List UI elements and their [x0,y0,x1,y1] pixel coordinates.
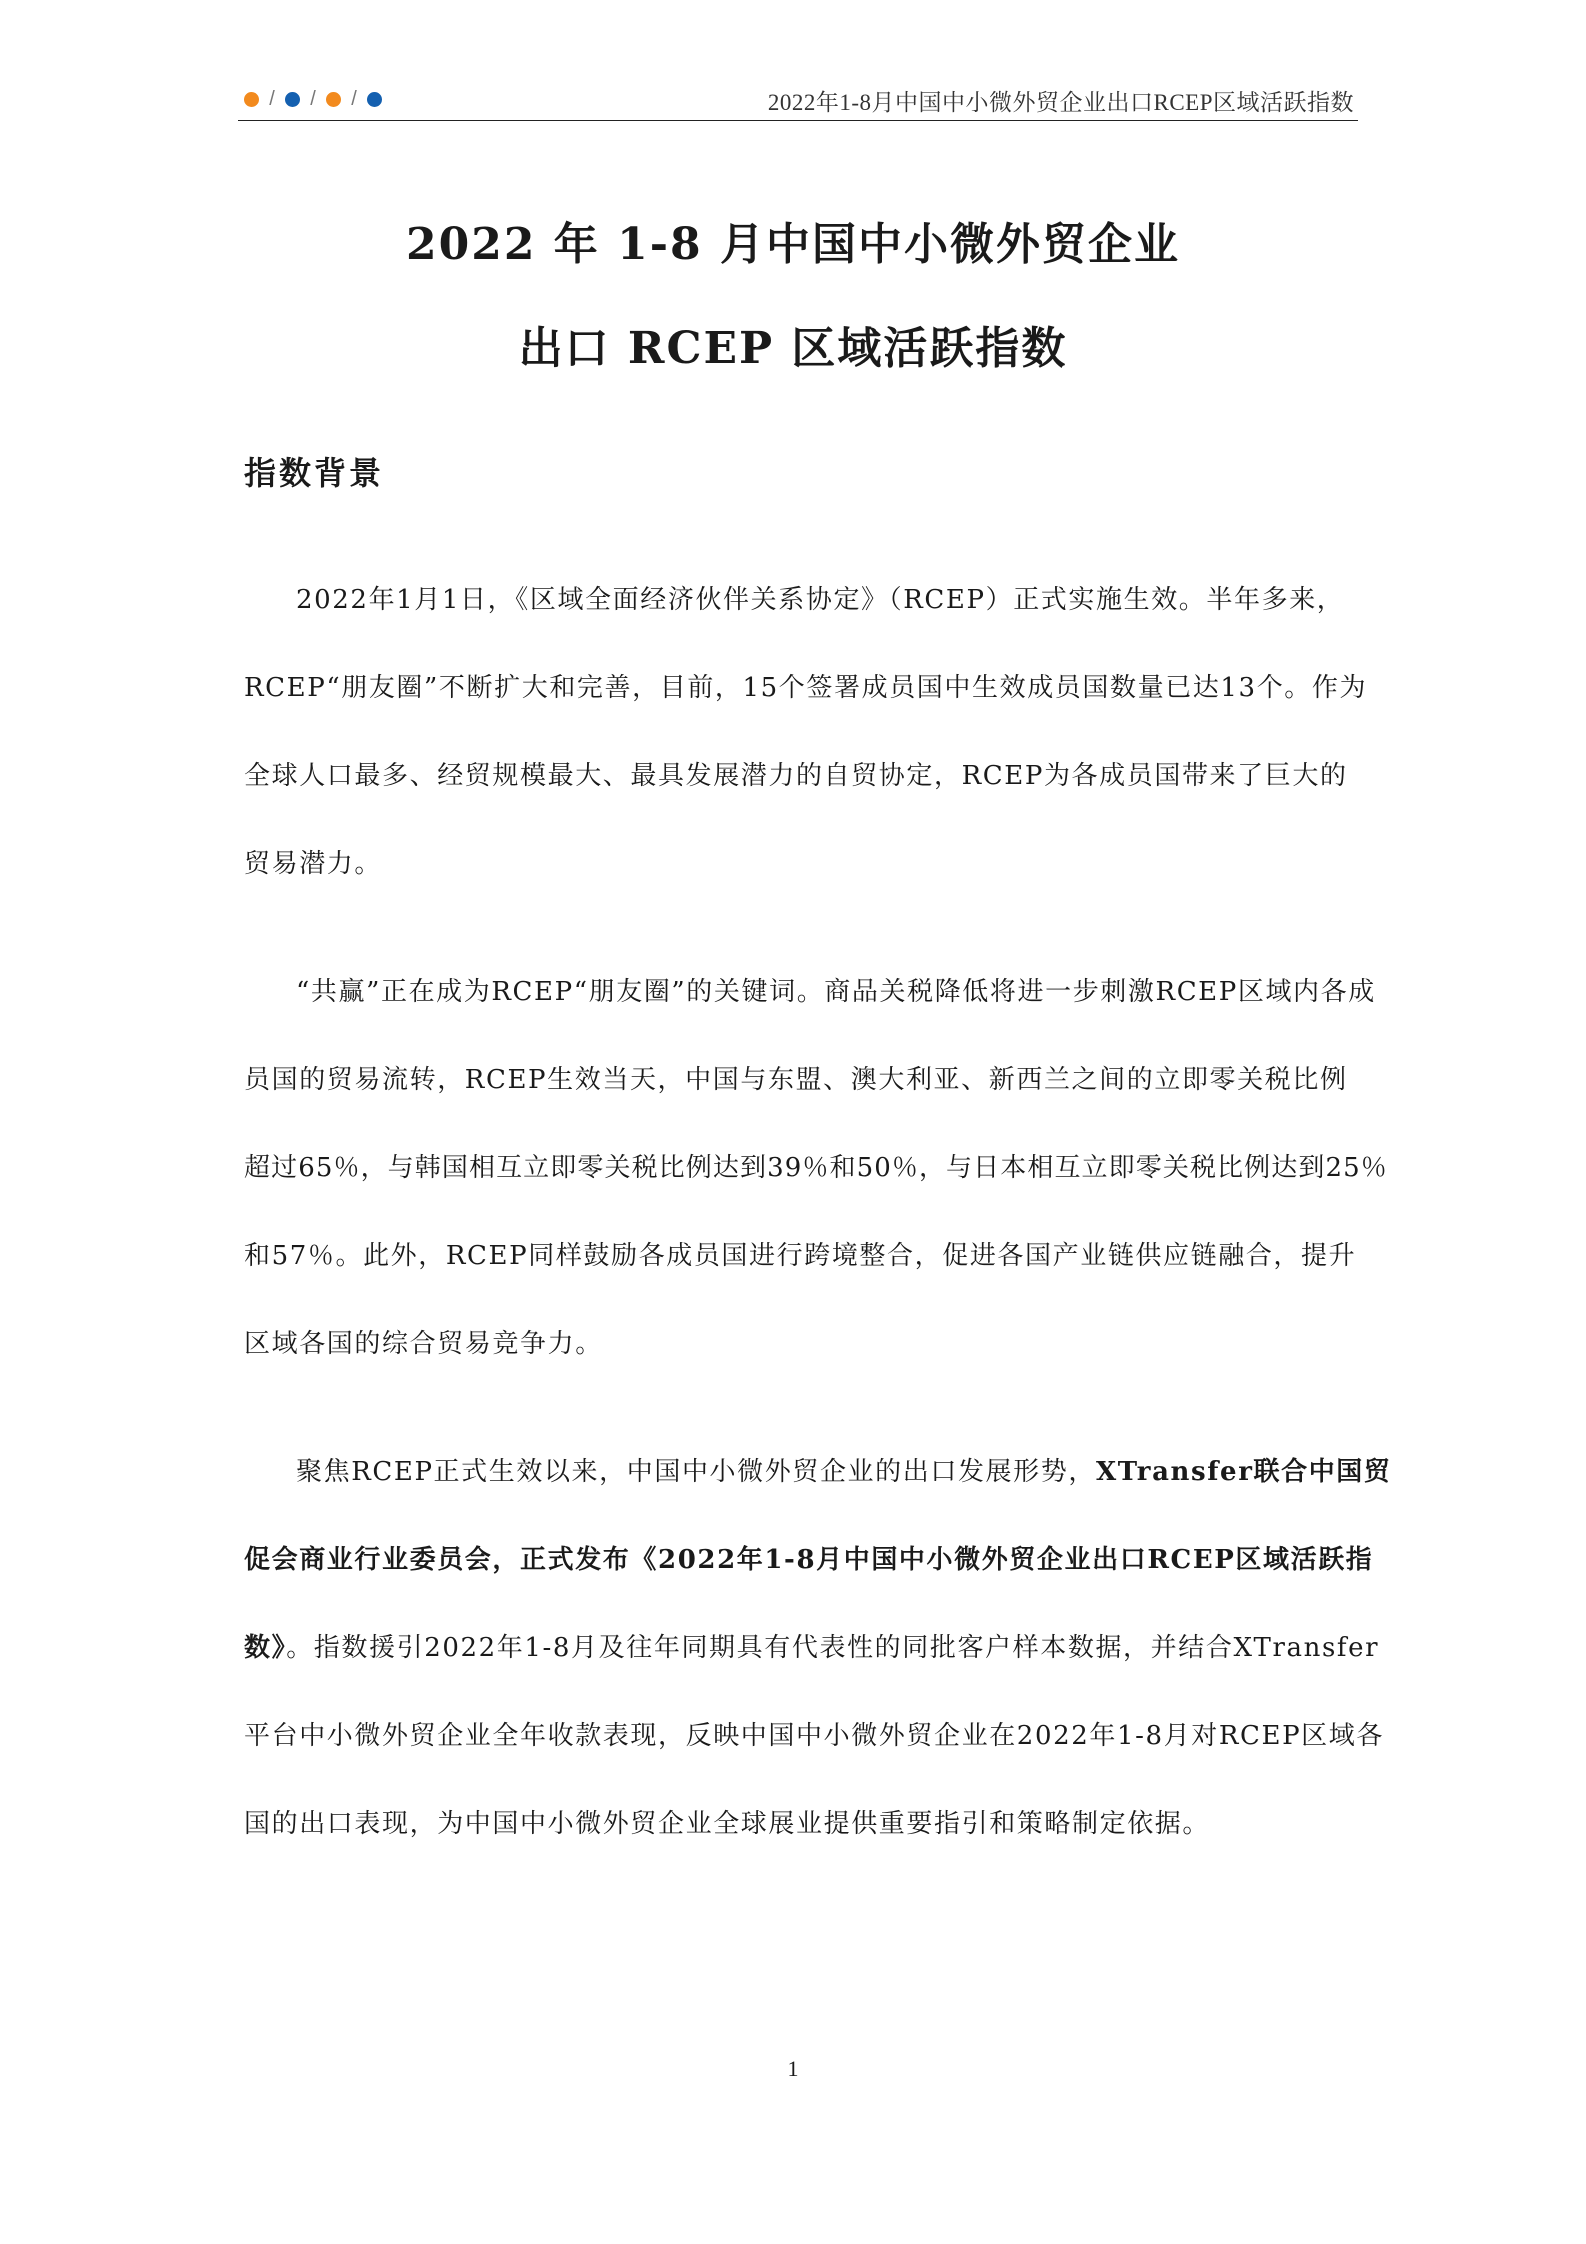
orange-dot-icon [244,92,259,107]
paragraph-line: 和57％。此外，RCEP同样鼓励各成员国进行跨境整合，促进各国产业链供应链融合，提升 [244,1241,1357,1271]
paragraph-line: 平台中小微外贸企业全年收款表现，反映中国中小微外贸企业在2022年1-8月对RCEP区域各 [244,1721,1384,1751]
paragraph-line: 超过65％，与韩国相互立即零关税比例达到39％和50％，与日本相互立即零关税比例达到25％ [244,1153,1388,1183]
paragraph-line: 区域各国的综合贸易竞争力。 [244,1329,603,1359]
paragraph-line: 国的出口表现，为中国中小微外贸企业全球展业提供重要指引和策略制定依据。 [244,1809,1211,1839]
blue-dot-icon [367,92,382,107]
section-heading: 指数背景 [244,454,385,492]
paragraph-line [244,1428,1392,1516]
header-separator: / [351,88,357,110]
header-separator: / [310,88,316,110]
paragraph-bold-text: 数》 [244,1633,287,1663]
header-separator: / [269,88,275,110]
paragraph-line: “共赢”正在成为RCEP“朋友圈”的关键词。商品关税降低将进一步刺激RCEP区域内各成 [296,977,1376,1007]
paragraph-line: 2022年1月1日，《区域全面经济伙伴关系协定》（RCEP）正式实施生效。半年多来， [296,585,1345,615]
page-header [238,78,1358,121]
paragraph-bold-text: XTransfer联合中国贸 [1095,1457,1392,1487]
blue-dot-icon [285,92,300,107]
paragraph-line: RCEP“朋友圈”不断扩大和完善，目前，15个签署成员国中生效成员国数量已达13个。作为 [244,673,1368,703]
paragraph-line: 员国的贸易流转，RCEP生效当天，中国与东盟、澳大利亚、新西兰之间的立即零关税比例 [244,1065,1348,1095]
paragraph-1 [244,556,1368,908]
paragraph-line: 全球人口最多、经贸规模最大、最具发展潜力的自贸协定，RCEP为各成员国带来了巨大的 [244,761,1348,791]
paragraph-bold-line: 促会商业行业委员会，正式发布《2022年1-8月中国中小微外贸企业出口RCEP区域活跃指 [244,1545,1374,1575]
paragraph-text: 聚焦RCEP正式生效以来，中国中小微外贸企业的出口发展形势， [296,1457,1096,1487]
paragraph-line [244,1604,1380,1692]
paragraph-line: 贸易潜力。 [244,849,383,879]
page-number: 1 [787,2056,799,2081]
paragraph-3 [244,1428,1392,1868]
orange-dot-icon [326,92,341,107]
header-decoration [244,88,382,110]
paragraph-text: 。指数援引2022年1-8月及往年同期具有代表性的同批客户样本数据，并结合XTransfer [286,1633,1380,1663]
document-title-line-1: 2022 年 1-8 月中国中小微外贸企业 [406,219,1180,270]
document-title-line-2: 出口 RCEP 区域活跃指数 [518,323,1068,374]
paragraph-2 [244,948,1388,1388]
header-title: 2022年1-8月中国中小微外贸企业出口RCEP区域活跃指数 [767,90,1354,115]
